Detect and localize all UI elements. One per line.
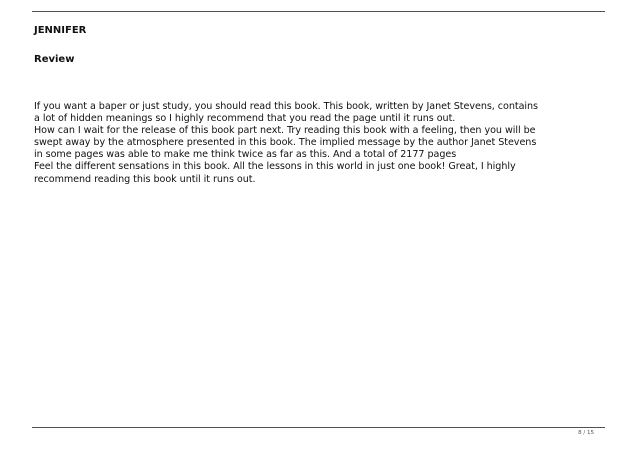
review-line: a lot of hidden meanings so I highly recommend that you read the page until it runs out. (34, 113, 456, 125)
review-line: Feel the different sensations in this book. All the lessons in this world in just one book! Great, I highly (34, 161, 516, 173)
review-line: swept away by the atmosphere presented in this book. The implied message by the author Janet Stevens (34, 137, 537, 149)
review-line: If you want a baper or just study, you should read this book. This book, written by Janet Stevens, contains (34, 101, 539, 112)
header-rule (32, 11, 605, 12)
review-body (34, 101, 606, 186)
review-line: How can I wait for the release of this book part next. Try reading this book with a feeling, then you will be (34, 125, 536, 137)
review-line: recommend reading this book until it runs out. (34, 173, 256, 185)
reviewer-name: JENNIFER (34, 25, 87, 36)
review-line: in some pages was able to make me think twice as far as this. And a total of 2177 pages (34, 149, 457, 161)
page-indicator: 8 / 15 (578, 430, 594, 436)
section-title: Review (34, 54, 75, 65)
footer-rule (32, 427, 605, 428)
